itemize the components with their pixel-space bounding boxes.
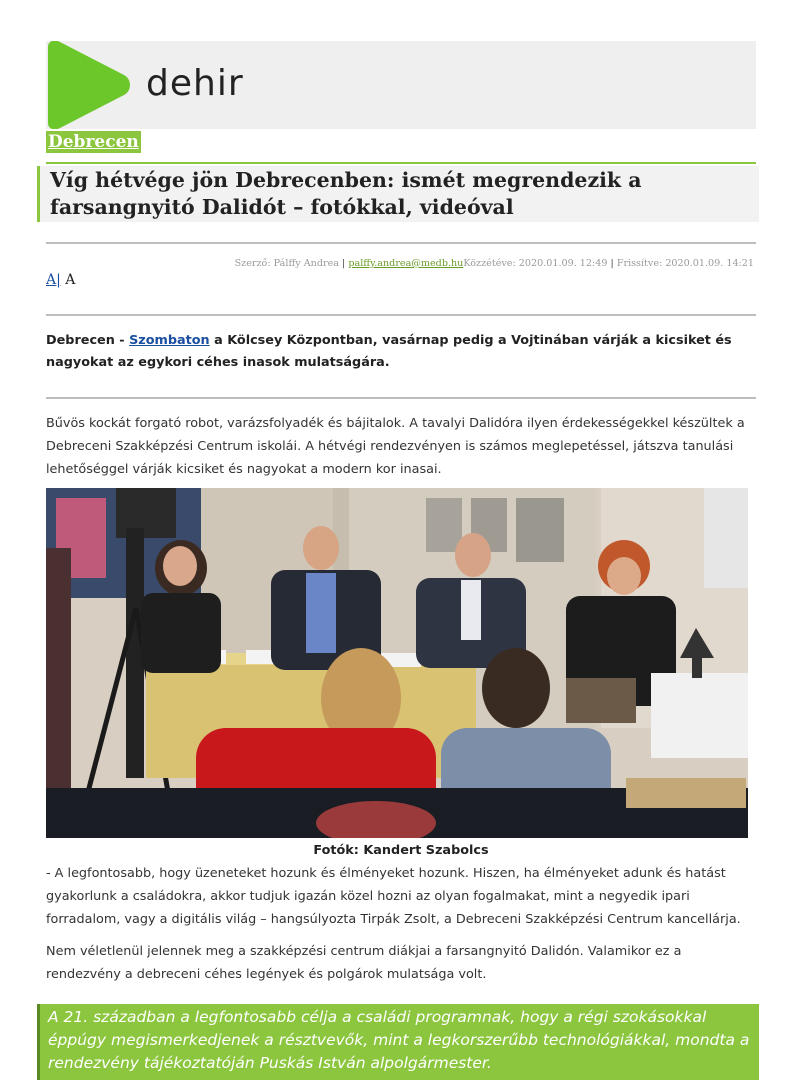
lead-place: Debrecen -: [46, 333, 125, 348]
published-date: 2020.01.09. 12:49: [518, 258, 608, 269]
meta-separator: |: [342, 258, 346, 269]
paragraph-2: - A legfontosabb, hogy üzeneteket hozunk és élményeket hozunk. Hiszen, ha élményeket adunk és hatást gyakorlunk a családokra, akkor tudjuk igazán közel hozni az olyan fogalmakat, mint a negyedik ipari forradalom, vagy a digitális világ – hangsúlyozta Tirpák Zsolt, a Debreceni Szakképzési Centrum kancellárja.: [46, 866, 741, 927]
paragraph-3: Nem véletlenül jelennek meg a szakképzési centrum diákjai a farsangnyitó Dalidón. Valamikor ez a rendezvény a debreceni céhes legények és polgárok mulatsága volt.: [46, 944, 682, 982]
article-photo: [46, 488, 748, 838]
article-title: Víg hétvége jön Debrecenben: ismét megrendezik a farsangnyitó Dalidót – fotókkal, videóval: [50, 168, 642, 219]
updated-date: 2020.01.09. 14:21: [665, 258, 754, 269]
paragraph-1: Bűvös kockát forgató robot, varázsfolyadék és bájitalok. A tavalyi Dalidóra ilyen érdekességekkel készültek a Debreceni Szakképzési Centrum iskolái. A hétvégi rendezvényen is számos meglepetéssel, játszva tanulási lehetőséggel várják kicsiket és nagyokat a modern kor inasai.: [46, 416, 745, 477]
lead-text: a Kölcsey Központban, vasárnap pedig a Vojtinában várják a kicsiket és nagyokat az egykori céhes inasok mulatságára.: [46, 333, 732, 370]
updated-label: Frissítve:: [616, 258, 663, 269]
site-header: [46, 41, 756, 129]
meta-separator-2: |: [610, 258, 614, 269]
lead-divider: [46, 397, 756, 399]
article-meta: [134, 258, 754, 269]
title-box: [37, 166, 759, 222]
font-size-divider: |: [56, 272, 61, 288]
published-label: Közzétéve:: [463, 258, 516, 269]
article-lead: [46, 330, 756, 374]
font-size-controls: [46, 272, 75, 288]
photo-caption: Fotók: Kandert Szabolcs: [313, 843, 489, 858]
pull-quote: [37, 1004, 759, 1080]
logo-play-icon[interactable]: [46, 41, 136, 133]
category-link[interactable]: Debrecen: [48, 132, 139, 152]
meta-divider: [46, 314, 756, 316]
logo-text[interactable]: dehir: [146, 63, 244, 104]
pull-quote-text: A 21. században a legfontosabb célja a családi programnak, hogy a régi szokásokkal éppúgy megismerkedjenek a résztvevők, mint a legkorszerűbb technológiákkal, mondta a rendezvény tájékoztatóján Puskás István alpolgármester.: [48, 1008, 750, 1072]
author-email-link[interactable]: palffy.andrea@medb.hu: [348, 258, 464, 269]
category-divider: [46, 162, 756, 164]
author-name: Pálffy Andrea: [273, 258, 339, 269]
lead-link[interactable]: Szombaton: [129, 333, 210, 348]
title-divider: [46, 242, 756, 244]
author-label: Szerző:: [234, 258, 271, 269]
font-size-small-button[interactable]: A: [46, 272, 57, 288]
font-size-large-button[interactable]: A: [65, 272, 76, 288]
